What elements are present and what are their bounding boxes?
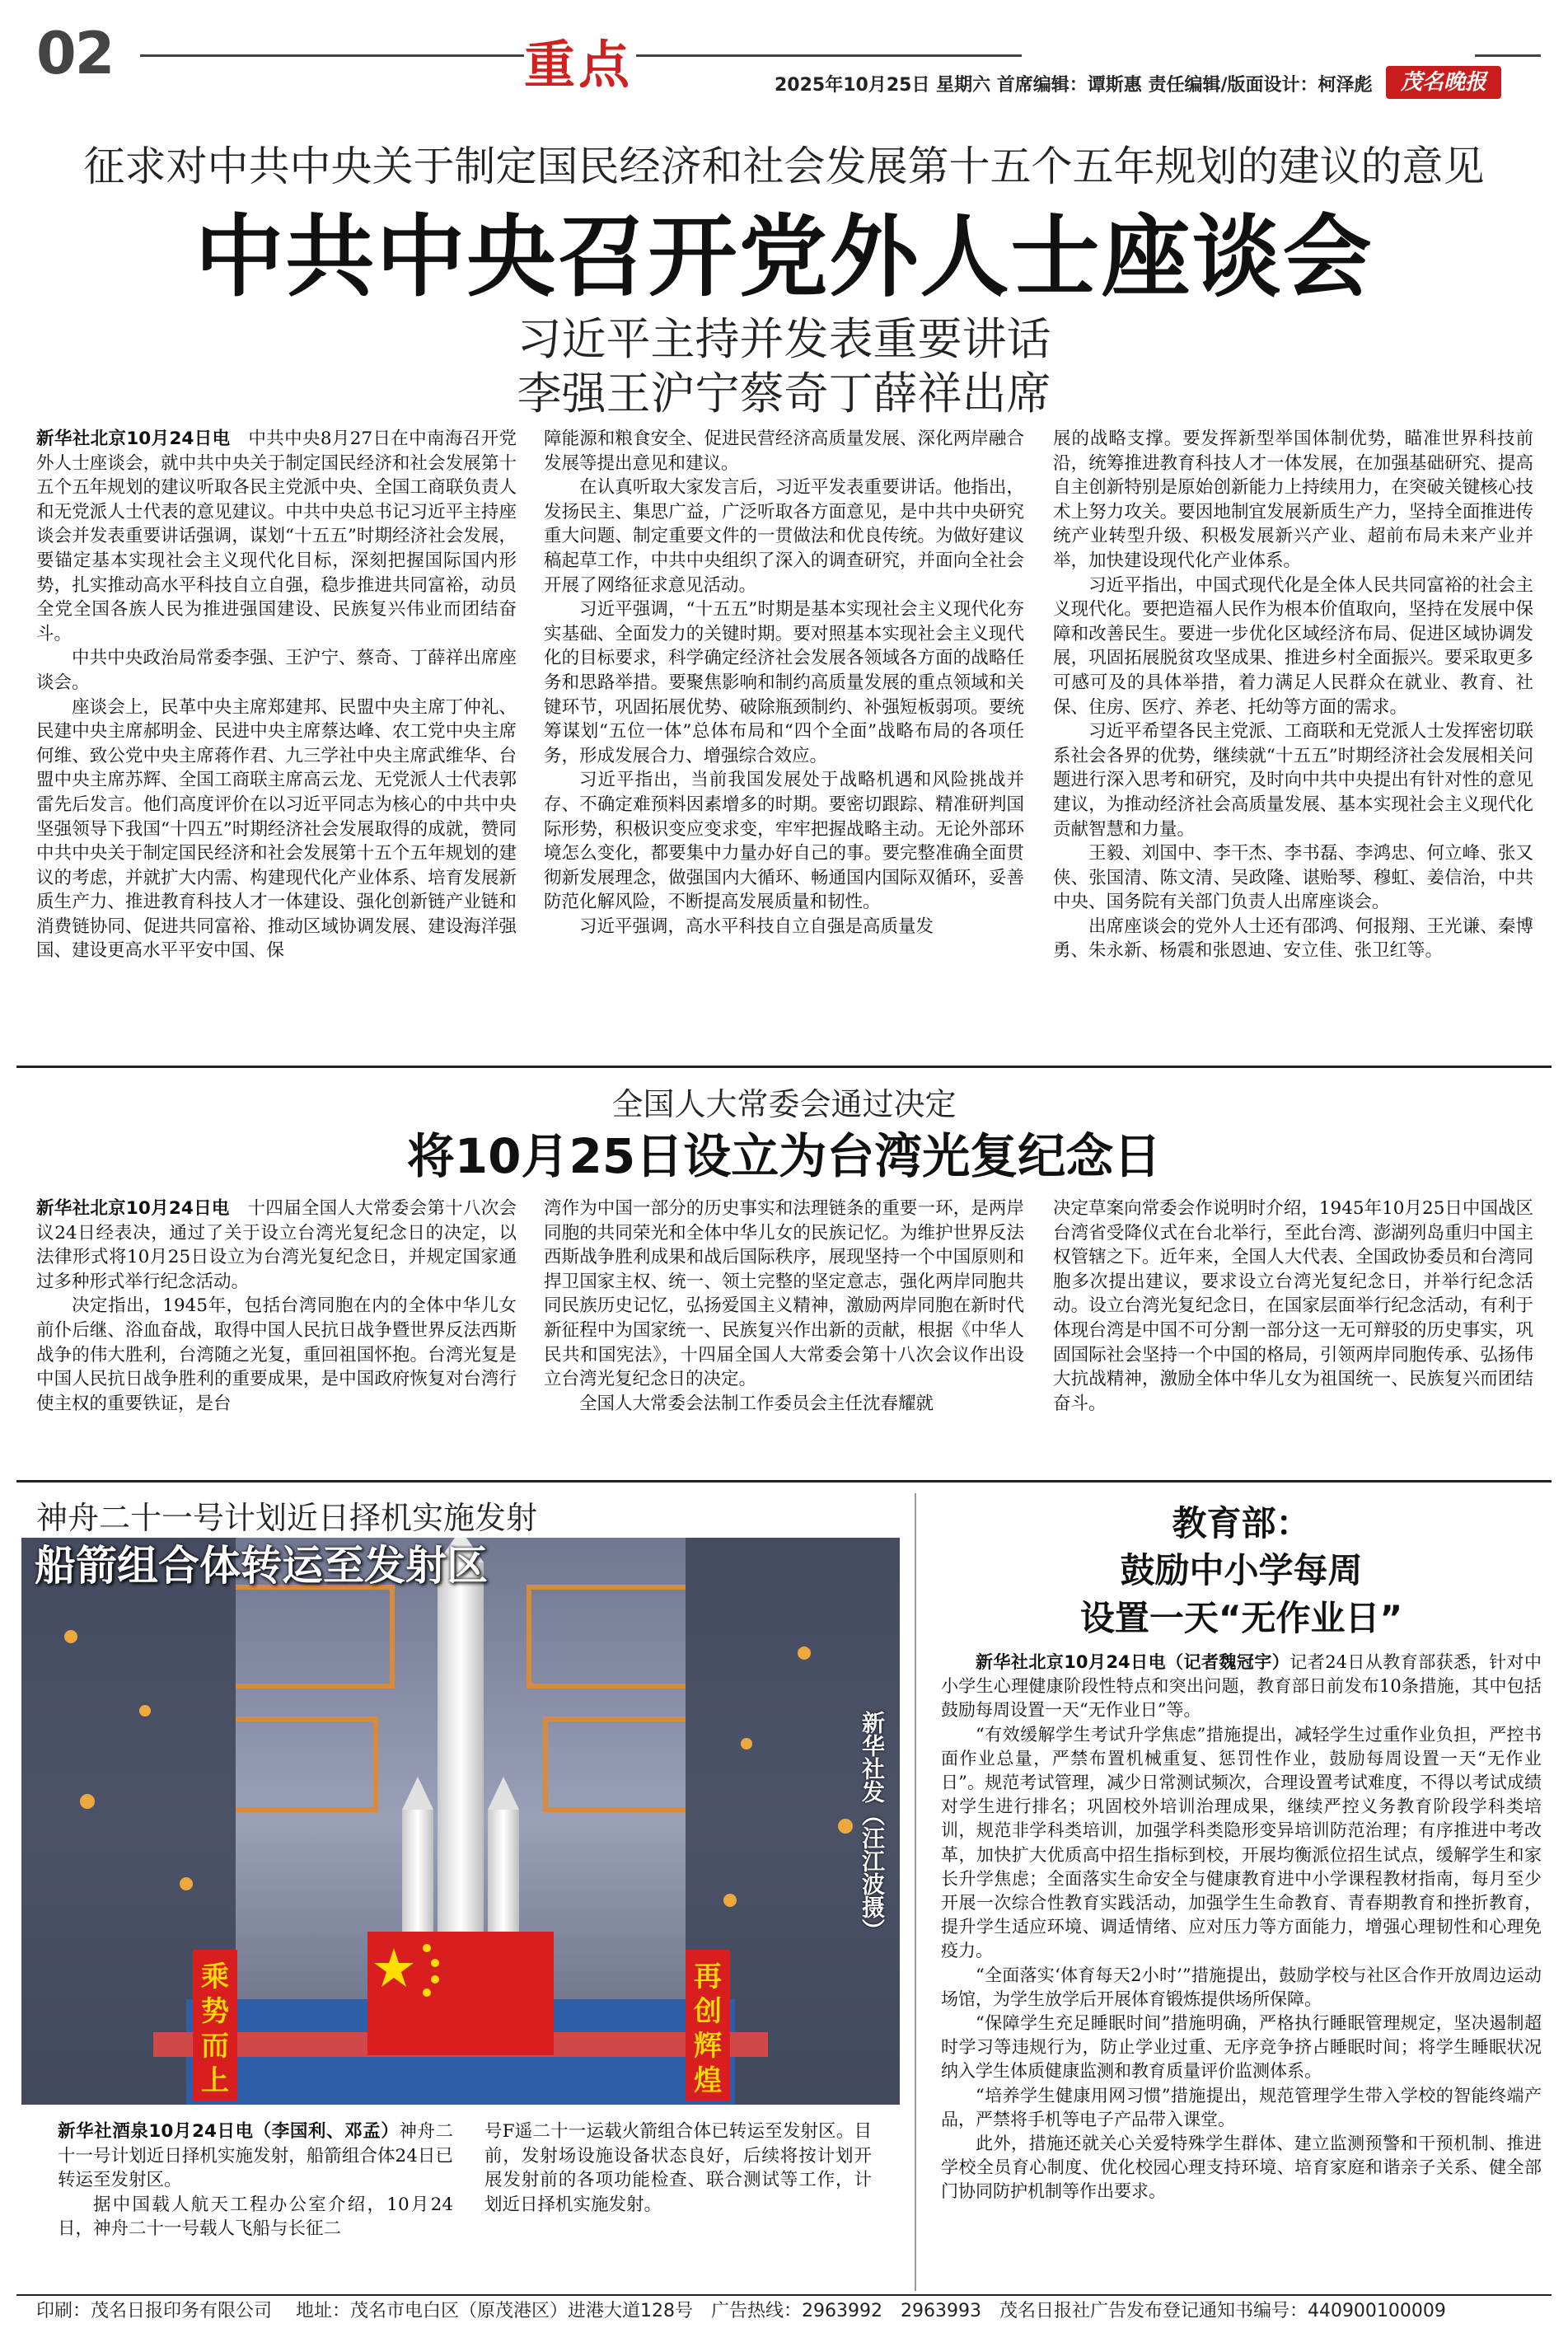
section-badge: [524, 31, 636, 99]
story1-dateline: 新华社北京10月24日电: [36, 429, 231, 449]
banner-left: 乘势而上: [201, 1960, 229, 2097]
column-divider: [915, 1493, 916, 2291]
story4-paragraph: 记者24日从教育部获悉，针对中小学生心理健康阶段性特点和突出问题，教育部日前发布10条措施，其中包括鼓励每周设置一天“无作业日”等。: [941, 1652, 1542, 1721]
story3-headline: 船箭组合体转运至发射区: [35, 1542, 488, 1590]
story1-headline: 中共中央召开党外人士座谈会: [194, 206, 1374, 309]
rocket-photo: [21, 1538, 900, 2105]
story4-paragraph: “有效缓解学生考试升学焦虑”措施提出，减轻学生过重作业负担，严控书面作业总量，严禁布置机械重复、惩罚性作业，鼓励每周设置一天“无作业日”。规范考试管理，减少日常测试频次，合理设置考试难度，不得以考试成绩对学生进行排名；巩固校外培训治理成果，继续严控义务教育阶段学科类培训，规范非学科类培训，加强学科类隐形变异培训防范治理；有序推进中考改革，加快扩大优质高中招生指标到校，开展均衡派位招生试点，缓解学生和家长升学焦虑；全面落实生命安全与健康教育进中小学课程教材指南，每月至少开展一次综合性教育实践活动，加强学生生命教育、青春期教育和挫折教育，提升学生适应环境、调适情绪、应对压力等方面能力，增强心理韧性和心理免疫力。: [941, 1724, 1542, 1961]
story1-paragraph: 习近平希望各民主党派、工商联和无党派人士发挥密切联系社会各界的优势，继续就“十五五”时期经济社会发展相关问题进行深入思考和研究，及时向中共中央提出有针对性的意见建议，为推动经济社会高质量发展、基本实现社会主义现代化贡献智慧和力量。: [1053, 721, 1533, 840]
story2-column-3: [1053, 1197, 1533, 1416]
story4-kicker: 教育部：: [1172, 1503, 1311, 1543]
story3-kicker: 神舟二十一号计划近日择机实施发射: [36, 1500, 538, 1536]
footer-text: 印刷：茂名日报印务有限公司 地址：茂名市电白区（原茂港区）进港大道128号 广告热线：2963992 2963993 茂名日报社广告发布登记通知书编号：440900100009: [36, 2301, 1446, 2321]
paper-logo: [1386, 66, 1501, 99]
story4-headline-2: 设置一天“无作业日”: [1079, 1598, 1403, 1638]
story3-paragraph: 号F遥二十一运载火箭组合体已转运至发射区。目前，发射场设施设备状态良好，后续将按计划开展发射前的各项功能检查、联合测试等工作，计划近日择机实施发射。: [484, 2121, 872, 2215]
story1-column-3: [1053, 427, 1533, 963]
story2-paragraph: 决定草案向常委会作说明时介绍，1945年10月25日中国战区台湾省受降仪式在台北举行，至此台湾、澎湖列岛重归中国主权管辖之下。近年来，全国人大代表、全国政协委员和台湾同胞多次提出建议，要求设立台湾光复纪念日，并举行纪念活动。设立台湾光复纪念日，在国家层面举行纪念活动，有利于体现台湾是中国不可分割一部分这一无可辩驳的历史事实，巩固国际社会坚持一个中国的格局，引领两岸同胞传承、弘扬伟大抗战精神，激励全体中华儿女为祖国统一、民族复兴而团结奋斗。: [1053, 1198, 1533, 1414]
story1-column-2: [544, 427, 1024, 939]
story4-paragraph: “培养学生健康用网习惯”措施提出，规范管理学生带入学校的智能终端产品，严禁将手机等电子产品带入课堂。: [941, 2085, 1542, 2129]
divider-2: [16, 1480, 1552, 1483]
story3-paragraph: 神舟二十一号计划近日择机实施发射，船箭组合体24日已转运至发射区。: [58, 2121, 453, 2191]
story3-paragraph: 据中国载人航天工程办公室介绍，10月24日，神舟二十一号载人飞船与长征二: [58, 2194, 453, 2240]
story4-body: [941, 1651, 1542, 2204]
section-label: 重点: [524, 35, 634, 95]
page-number: 02: [36, 20, 114, 87]
story1-kicker: 征求对中共中央关于制定国民经济和社会发展第十五个五年规划的建议的意见: [83, 143, 1485, 190]
story3-dateline: 新华社酒泉10月24日电（李国利、邓孟）: [58, 2121, 400, 2142]
story1-paragraph: 习近平强调，“十五五”时期是基本实现社会主义现代化夯实基础、全面发力的关键时期。要对照基本实现社会主义现代化的目标要求，科学确定经济社会发展各领域各方面的战略任务和思路举措。要聚焦影响和制约高质量发展的重点领域和关键环节，巩固拓展优势、破除瓶颈制约、补强短板弱项。要统筹谋划“五位一体”总体布局和“四个全面”战略布局的各项任务，形成发展合力、增强综合效应。: [544, 599, 1024, 766]
story2-paragraph: 全国人大常委会法制工作委员会主任沈春耀就: [579, 1393, 934, 1414]
masthead-rule-right: [1475, 54, 1541, 57]
story1-paragraph: 习近平强调，高水平科技自立自强是高质量发: [579, 916, 934, 937]
story2-kicker: 全国人大常委会通过决定: [611, 1086, 957, 1122]
paper-logo-text: 茂名晚报: [1400, 70, 1486, 95]
story1-paragraph: 在认真听取大家发言后，习近平发表重要讲话。他指出，发扬民主、集思广益，广泛听取各方面意见，是中共中央研究重大问题、制定重要文件的一贯做法和优良传统。为做好建议稿起草工作，中共中央组织了深入的调查研究，并面向全社会开展了网络征求意见活动。: [544, 477, 1024, 596]
story1-paragraph: 习近平指出，当前我国发展处于战略机遇和风险挑战并存、不确定难预料因素增多的时期。要密切跟踪、精准研判国际形势，积极识变应变求变，牢牢把握战略主动。无论外部环境怎么变化，都要集中力量办好自己的事。要完整准确全面贯彻新发展理念，做强国内大循环、畅通国内国际双循环，妥善防范化解风险，不断提高发展质量和韧性。: [544, 770, 1024, 913]
story4-paragraph: “保障学生充足睡眠时间”措施明确，严格执行睡眠管理规定，坚决遏制超时学习等违规行为，防止学业过重、无序竞争挤占睡眠时间；将学生睡眠状况纳入学生体质健康监测和教育质量评价监测体系。: [941, 2013, 1542, 2082]
story2-paragraph: 十四届全国人大常委会第十八次会议24日经表决，通过了关于设立台湾光复纪念日的决定，以法律形式将10月25日设立为台湾光复纪念日，并规定国家通过多种形式举行纪念活动。: [36, 1198, 517, 1292]
story4-paragraph: “全面落实‘体育每天2小时’”措施提出，鼓励学校与社区合作开放周边运动场馆，为学生放学后开展体育锻炼提供场所保障。: [941, 1965, 1542, 2009]
story1-paragraph: 中共中央8月27日在中南海召开党外人士座谈会，就中共中央关于制定国民经济和社会发展第十五个五年规划的建议听取各民主党派中央、全国工商联负责人和无党派人士代表的意见建议。中共中央总书记习近平主持座谈会并发表重要讲话强调，谋划“十五五”时期经济社会发展，要锚定基本实现社会主义现代化目标，深刻把握国际国内形势，扎实推动高水平科技自立自强，稳步推进共同富裕，动员全党全国各族人民为推进强国建设、民族复兴伟业而团结奋斗。: [36, 429, 517, 644]
story2-dateline: 新华社北京10月24日电: [36, 1198, 230, 1219]
story2-paragraph: 湾作为中国一部分的历史事实和法理链条的重要一环，是两岸同胞的共同荣光和全体中华儿女的民族记忆。为维护世界反法西斯战争胜利成果和战后国际秩序，展现坚持一个中国原则和捍卫国家主权、统一、领土完整的坚定意志，强化两岸同胞共同民族历史记忆，弘扬爱国主义精神，激励两岸同胞在新时代新征程中为国家统一、民族复兴作出新的贡献，根据《中华人民共和国宪法》，十四届全国人大常委会第十八次会议作出设立台湾光复纪念日的决定。: [544, 1198, 1024, 1390]
divider-1: [16, 1066, 1552, 1068]
story1-paragraph: 展的战略支撑。要发挥新型举国体制优势，瞄准世界科技前沿，统筹推进教育科技人才一体发展，在加强基础研究、提高自主创新特别是原始创新能力上持续用力，在突破关键核心技术上努力攻关。要因地制宜发展新质生产力，坚持全面推进传统产业转型升级、积极发展新兴产业、超前布局未来产业并举，加快建设现代化产业体系。: [1053, 429, 1533, 571]
rocket-photo-image: [21, 1538, 900, 2105]
story2-column-1: [36, 1197, 517, 1416]
story1-paragraph: 座谈会上，民革中央主席郑建邦、民盟中央主席丁仲礼、民建中央主席郝明金、民进中央主席蔡达峰、农工党中央主席何维、致公党中央主席蒋作君、九三学社中央主席武维华、台盟中央主席苏辉、全国工商联主席高云龙、无党派人士代表郭雷先后发言。他们高度评价在以习近平同志为核心的中共中央坚强领导下我国“十四五”时期经济社会发展取得的成就，赞同中共中央关于制定国民经济和社会发展第十五个五年规划的建议的考虑，并就扩大内需、构建现代化产业体系、培育发展新质生产力、推进教育科技人才一体建设、强化创新链产业链和消费链协同、促进共同富裕、推动区域协调发展、建设海洋强国、建设更高水平平安中国、保: [36, 696, 517, 962]
story1-subheadline-1: 习近平主持并发表重要讲话: [517, 313, 1051, 365]
story2-headline: 将10月25日设立为台湾光复纪念日: [406, 1128, 1162, 1184]
story1-paragraph: 习近平指出，中国式现代化是全体人民共同富裕的社会主义现代化。要把造福人民作为根本价值取向，坚持在发展中保障和改善民生。要进一步优化区域经济布局、促进区域协调发展，巩固拓展脱贫攻坚成果、推进乡村全面振兴。要采取更多可感可及的具体举措，着力满足人民群众在就业、教育、社保、住房、医疗、养老、托幼等方面的需求。: [1053, 574, 1533, 718]
story4-dateline: 新华社北京10月24日电（记者魏冠宇）: [976, 1652, 1290, 1672]
story2-column-2: [544, 1197, 1024, 1416]
banner-right: 再创辉煌: [694, 1960, 722, 2097]
story3-column-2: [484, 2120, 872, 2217]
footer-rule: [16, 2294, 1552, 2296]
story2-paragraph: 决定指出，1945年，包括台湾同胞在内的全体中华儿女前仆后继、浴血奋战，取得中国人民抗日战争暨世界反法西斯战争的伟大胜利，台湾随之光复，重回祖国怀抱。台湾光复是中国人民抗日战争胜利的重要成果，是中国政府恢复对台湾行使主权的重要铁证，是台: [36, 1295, 517, 1414]
story4-headline-1: 鼓励中小学每周: [1120, 1550, 1363, 1590]
story1-paragraph: 王毅、刘国中、李干杰、李书磊、李鸿忠、何立峰、张又侠、张国清、陈文清、吴政隆、谌贻琴、穆虹、姜信治，中共中央、国务院有关部门负责人出席座谈会。: [1053, 843, 1533, 913]
story1-paragraph: 中共中央政治局常委李强、王沪宁、蔡奇、丁薛祥出席座谈会。: [36, 648, 517, 693]
photo-credit: 新华社发（汪江波摄）: [859, 1711, 886, 1942]
story1-column-1: [36, 427, 517, 963]
story3-column-1: [58, 2120, 453, 2241]
masthead-info: 2025年10月25日 星期六 首席编辑：谭斯惠 责任编辑/版面设计：柯泽彪: [775, 75, 1373, 96]
story4-paragraph: 此外，措施还就关心关爱特殊学生群体、建立监测预警和干预机制、推进学校全员育心制度、优化校园心理支持环境、培育家庭和谐亲子关系、健全部门协同防护机制等作出要求。: [941, 2134, 1542, 2202]
story1-subheadline-2: 李强王沪宁蔡奇丁薛祥出席: [517, 368, 1051, 419]
story1-paragraph: 障能源和粮食安全、促进民营经济高质量发展、深化两岸融合发展等提出意见和建议。: [544, 429, 1024, 474]
story1-paragraph: 出席座谈会的党外人士还有邵鸿、何报翔、王光谦、秦博勇、朱永新、杨震和张恩迪、安立佳、张卫红等。: [1053, 916, 1533, 962]
